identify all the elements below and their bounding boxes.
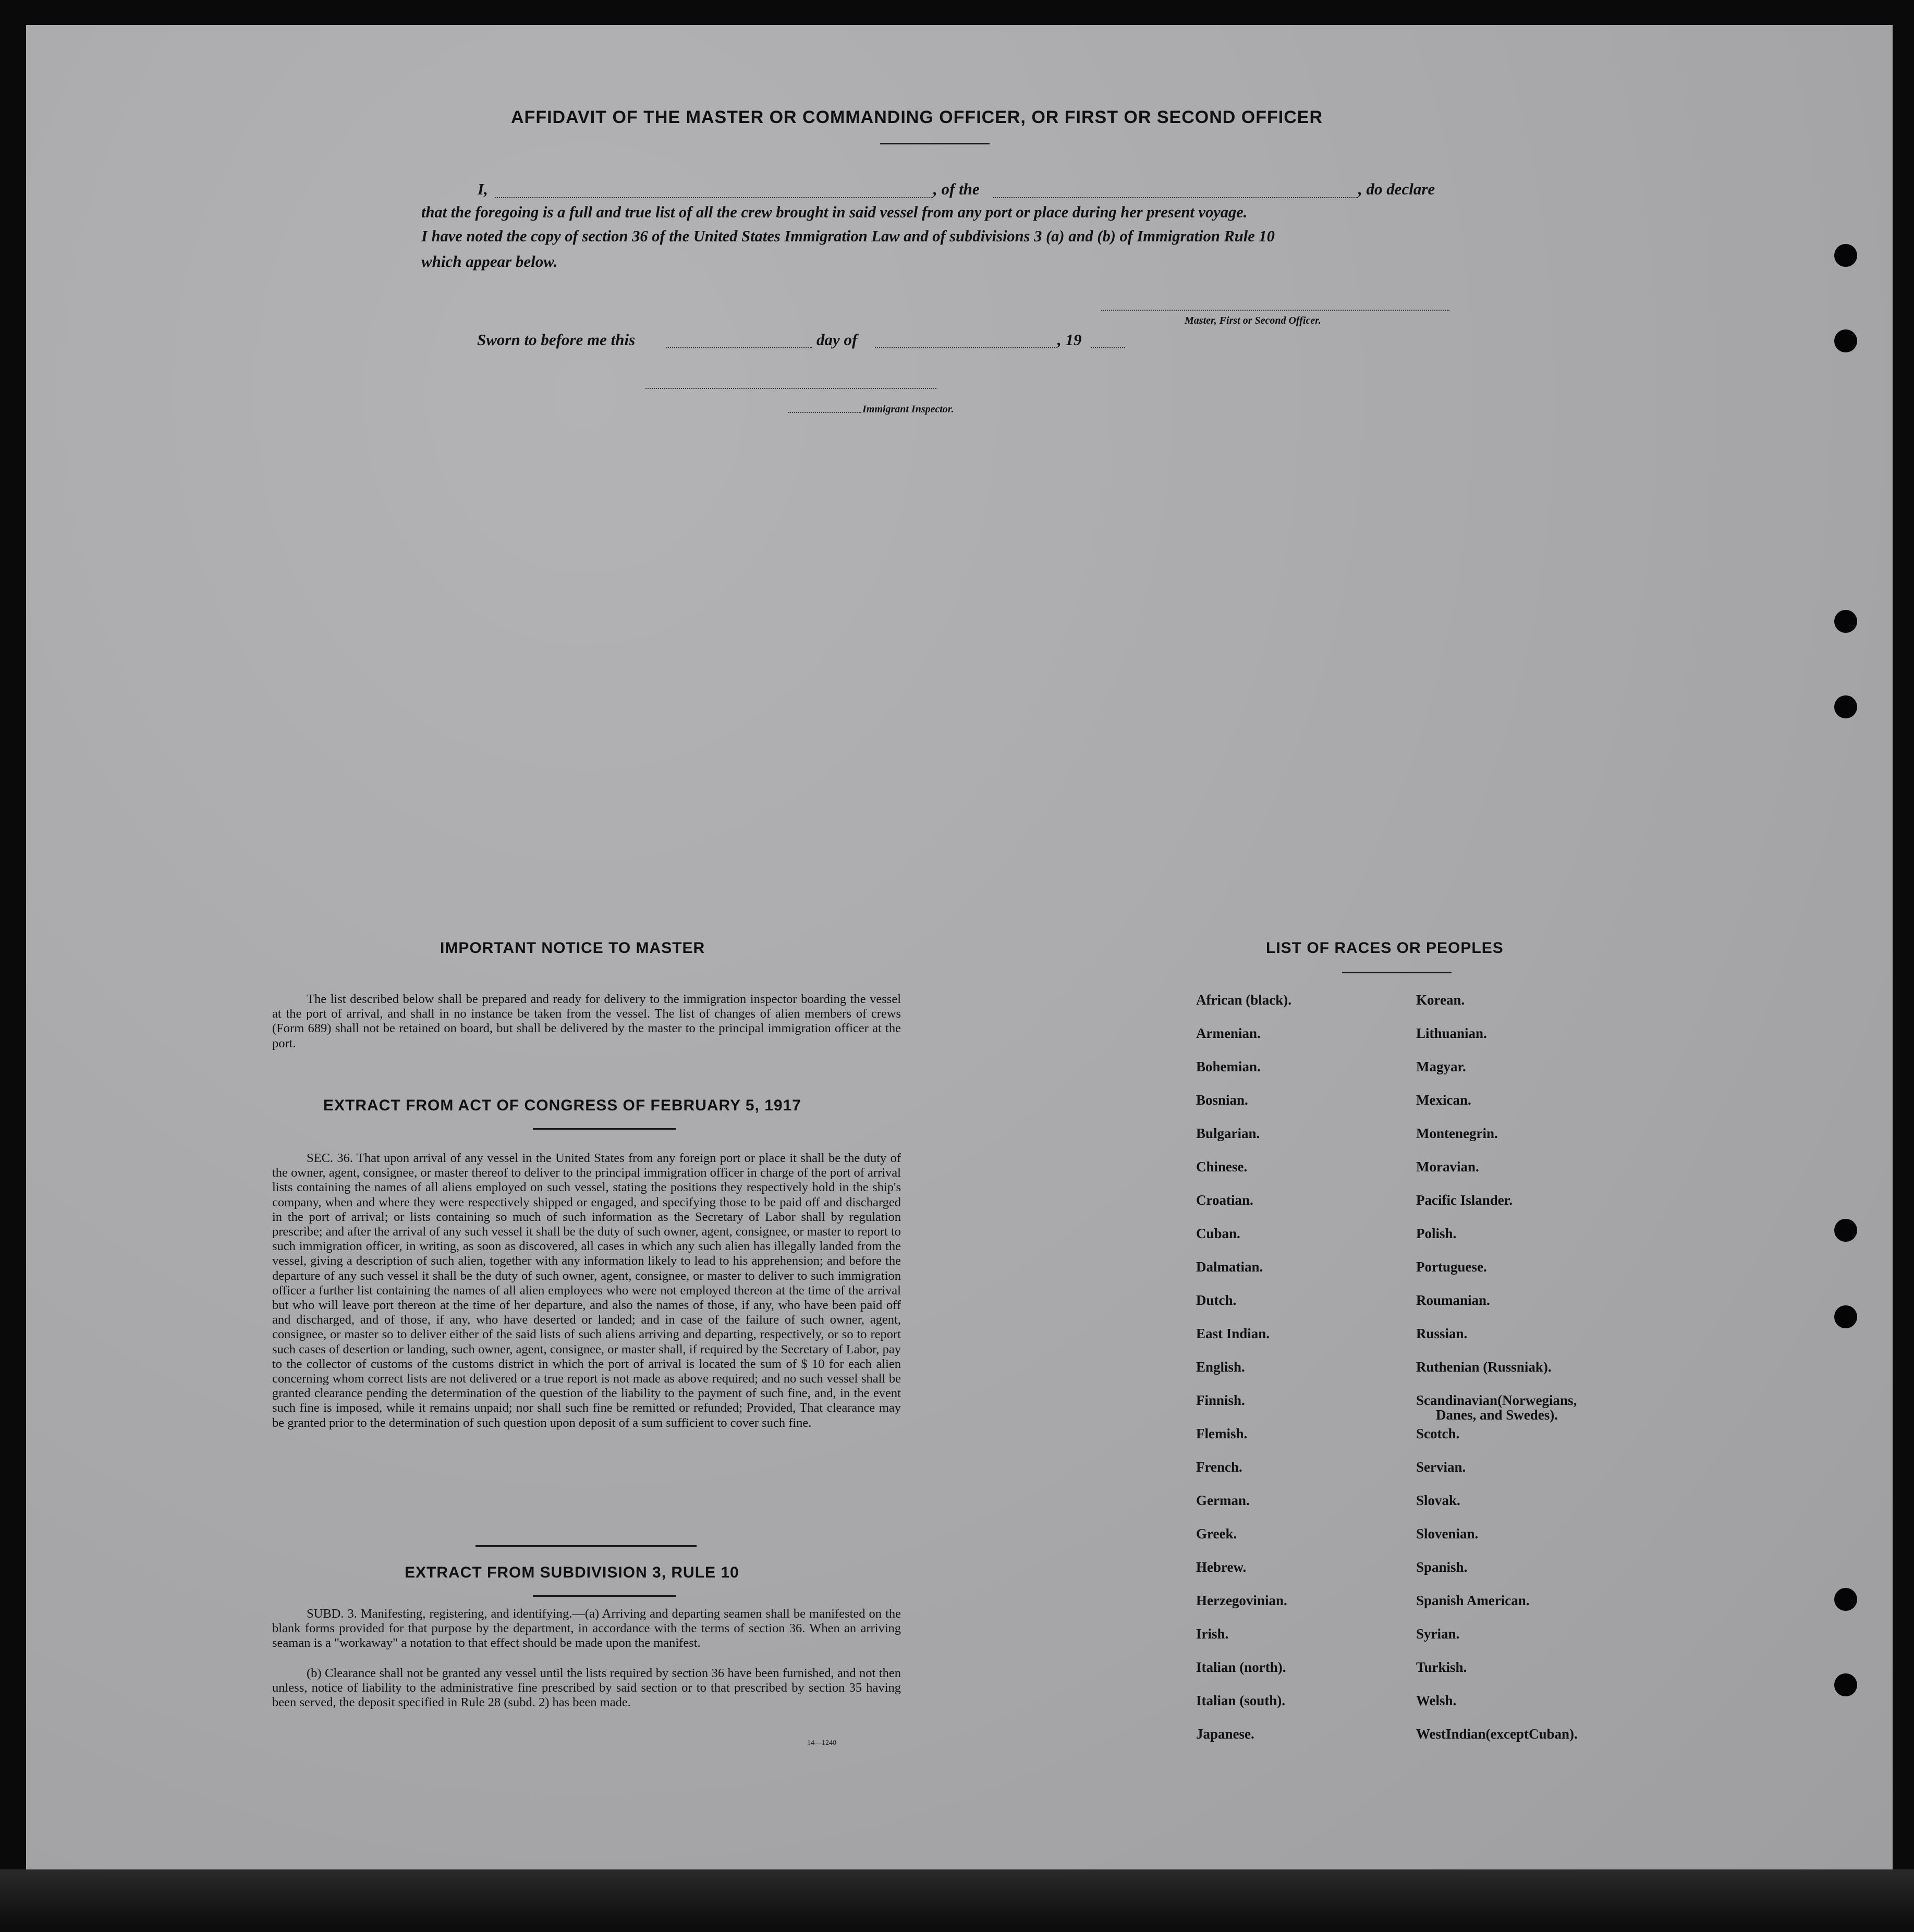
race-label: French. bbox=[1196, 1459, 1242, 1475]
declaration-line-3: I have noted the copy of section 36 of the United States Immigration Law and of subdivisions 3 (a) and (b) of Immigration Rule 10 bbox=[421, 227, 1275, 245]
race-label: Lithuanian. bbox=[1416, 1025, 1487, 1041]
year-prefix: , 19 bbox=[1057, 331, 1082, 349]
binder-hole bbox=[1834, 1305, 1857, 1328]
race-label: Turkish. bbox=[1416, 1659, 1467, 1675]
rule-title-underline bbox=[533, 1595, 676, 1597]
officer-name-field[interactable] bbox=[495, 197, 933, 198]
binder-hole bbox=[1834, 1673, 1857, 1696]
race-item bbox=[1416, 1627, 1578, 1660]
race-item bbox=[1416, 1426, 1578, 1460]
race-label: Hebrew. bbox=[1196, 1559, 1247, 1575]
race-label: Spanish. bbox=[1416, 1559, 1468, 1575]
race-label: Irish. bbox=[1196, 1626, 1229, 1642]
race-item bbox=[1416, 1126, 1578, 1159]
title-underline bbox=[880, 143, 990, 144]
sworn-month-field[interactable] bbox=[875, 347, 1057, 348]
race-label: Bulgarian. bbox=[1196, 1126, 1260, 1141]
race-item bbox=[1196, 1059, 1291, 1093]
race-item bbox=[1196, 1493, 1291, 1526]
race-label: Bosnian. bbox=[1196, 1092, 1248, 1108]
race-item bbox=[1416, 1026, 1578, 1059]
race-item bbox=[1416, 1560, 1578, 1593]
form-number: 14—1240 bbox=[807, 1739, 836, 1747]
subdivision-3a-text bbox=[272, 1607, 901, 1651]
notice-title: IMPORTANT NOTICE TO MASTER bbox=[440, 939, 705, 957]
race-item bbox=[1196, 1426, 1291, 1460]
race-label: Bohemian. bbox=[1196, 1059, 1261, 1074]
race-label: Polish. bbox=[1416, 1226, 1457, 1241]
race-label: Flemish. bbox=[1196, 1426, 1248, 1441]
day-of-label: day of bbox=[816, 331, 858, 349]
scan-bottom-edge bbox=[0, 1869, 1914, 1932]
binder-hole bbox=[1834, 1588, 1857, 1611]
document-sheet bbox=[26, 25, 1893, 1869]
race-label: Slovenian. bbox=[1416, 1526, 1479, 1542]
race-label: Herzegovinian. bbox=[1196, 1593, 1287, 1608]
race-item bbox=[1196, 1627, 1291, 1660]
race-label: Mexican. bbox=[1416, 1092, 1471, 1108]
race-item bbox=[1196, 1660, 1291, 1693]
race-label: Russian. bbox=[1416, 1326, 1468, 1341]
race-item bbox=[1416, 1460, 1578, 1493]
race-label: Spanish American. bbox=[1416, 1593, 1530, 1608]
declaration-of-the: , of the bbox=[933, 180, 980, 198]
section-36-text bbox=[272, 1151, 901, 1430]
races-column-2 bbox=[1416, 993, 1578, 1760]
declaration-line-2: that the foregoing is a full and true list of all the crew brought in said vessel from any port or place during her present voyage. bbox=[421, 203, 1248, 221]
binder-hole bbox=[1834, 244, 1857, 267]
race-item bbox=[1416, 1693, 1578, 1727]
affidavit-title: AFFIDAVIT OF THE MASTER OR COMMANDING OFFICER, OR FIRST OR SECOND OFFICER bbox=[511, 107, 1323, 127]
race-item bbox=[1416, 1493, 1578, 1526]
master-signature-caption: Master, First or Second Officer. bbox=[1185, 315, 1321, 326]
race-item bbox=[1416, 993, 1578, 1026]
race-label: Ruthenian (Russniak). bbox=[1416, 1359, 1552, 1375]
master-signature-line[interactable] bbox=[1101, 310, 1449, 311]
race-item bbox=[1416, 1360, 1578, 1393]
race-label: Chinese. bbox=[1196, 1159, 1248, 1175]
race-item bbox=[1416, 1526, 1578, 1560]
race-label: English. bbox=[1196, 1359, 1245, 1375]
binder-hole bbox=[1834, 329, 1857, 352]
race-item bbox=[1196, 1159, 1291, 1193]
race-item bbox=[1196, 1026, 1291, 1059]
race-label: East Indian. bbox=[1196, 1326, 1270, 1341]
race-label: Welsh. bbox=[1416, 1693, 1457, 1708]
binder-hole bbox=[1834, 610, 1857, 633]
races-title: LIST OF RACES OR PEOPLES bbox=[1266, 939, 1504, 957]
rule-extract-title: EXTRACT FROM SUBDIVISION 3, RULE 10 bbox=[405, 1564, 739, 1581]
race-item bbox=[1196, 1126, 1291, 1159]
notice-text bbox=[272, 992, 901, 1051]
race-label: Dutch. bbox=[1196, 1292, 1237, 1308]
race-item bbox=[1416, 1593, 1578, 1627]
race-item bbox=[1196, 1526, 1291, 1560]
race-label: Magyar. bbox=[1416, 1059, 1466, 1074]
race-item bbox=[1416, 1660, 1578, 1693]
race-label: African (black). bbox=[1196, 992, 1291, 1008]
race-label: Armenian. bbox=[1196, 1025, 1261, 1041]
race-item bbox=[1416, 1393, 1578, 1426]
race-label: Syrian. bbox=[1416, 1626, 1460, 1642]
race-label: Slovak. bbox=[1416, 1493, 1460, 1508]
race-item bbox=[1196, 1193, 1291, 1226]
races-title-underline bbox=[1342, 972, 1452, 973]
subdivision-3b-text bbox=[272, 1666, 901, 1710]
race-item bbox=[1416, 1159, 1578, 1193]
inspector-caption: Immigrant Inspector. bbox=[862, 403, 954, 415]
sworn-day-field[interactable] bbox=[666, 347, 812, 348]
race-item bbox=[1196, 1593, 1291, 1627]
race-item bbox=[1416, 1193, 1578, 1226]
race-item bbox=[1196, 993, 1291, 1026]
race-item bbox=[1196, 1360, 1291, 1393]
race-item bbox=[1196, 1326, 1291, 1360]
binder-hole bbox=[1834, 695, 1857, 718]
race-item bbox=[1196, 1226, 1291, 1260]
race-item bbox=[1196, 1727, 1291, 1760]
race-label: Scandinavian(Norwegians, bbox=[1416, 1392, 1577, 1408]
race-label: Portuguese. bbox=[1416, 1259, 1487, 1275]
vessel-name-field[interactable] bbox=[993, 197, 1358, 198]
sworn-label: Sworn to before me this bbox=[477, 331, 636, 349]
race-item bbox=[1196, 1260, 1291, 1293]
declaration-declare: , do declare bbox=[1358, 180, 1435, 198]
notice-text-body: The list described below shall be prepared and ready for delivery to the immigration inspector boarding the vessel at the port of arrival, and shall in no instance be taken from the vessel. The list of changes of alien members of crews (Form 689) shall not be retained on board, but shall be delivered by the master to the principal immigration officer at the port. bbox=[272, 992, 901, 1050]
subdivision-3a-body: SUBD. 3. Manifesting, registering, and identifying.—(a) Arriving and departing seamen shall be manifested on the blank forms provided for that purpose by the department, in accordance with the terms of section 36. When an arriving seaman is a "workaway" a notation to that effect should be made upon the manifest. bbox=[272, 1607, 901, 1650]
race-label: Greek. bbox=[1196, 1526, 1237, 1542]
race-label: Italian (north). bbox=[1196, 1659, 1286, 1675]
inspector-signature-line[interactable] bbox=[645, 388, 936, 389]
race-item bbox=[1416, 1727, 1578, 1760]
race-item bbox=[1196, 1693, 1291, 1727]
race-label: Japanese. bbox=[1196, 1726, 1254, 1742]
declaration-i: I, bbox=[478, 180, 488, 198]
race-label: Finnish. bbox=[1196, 1392, 1245, 1408]
section-36-body: SEC. 36. That upon arrival of any vessel in the United States from any foreign port or place it shall be the duty of the owner, agent, consignee, or master thereof to deliver to the principal immigration officer in charge of the port of arrival lists containing the names of all aliens employed on such vessel, stating the positions they respectively hold in the ship's company, when and where they were respectively shipped or engaged, and specifying those to be paid off and discharged in the port of arrival; or lists containing so much of such information as the Secretary of Labor shall by regulation prescribe; and after the arrival of any such vessel it shall be the duty of such owner, agent, consignee, or master to report to such immigration officer, in writing, as soon as discovered, all cases in which any such alien has illegally landed from the vessel, giving a description of such alien, together with any information likely to lead to his apprehension; and before the departure of any such vessel it shall be the duty of such owner, agent, consignee, or master to deliver to such immigration officer a further list containing the names of all alien employees who were not employed thereon at the time of the arrival but who will leave port thereon at the time of her departure, and also the names of those, if any, who have been paid off and discharged, and of those, if any, who have deserted or landed; and in case of the failure of such owner, agent, consignee, or master so to deliver either of the said lists of such aliens arriving and departing, respectively, or so to report such cases of desertion or landing, such owner, agent, consignee, or master shall, if required by the Secretary of Labor, pay to the collector of customs of the customs district in which the port of arrival is located the sum of $ 10 for each alien concerning whom correct lists are not delivered or a true report is not made as above required; and no such vessel shall be granted clearance pending the determination of the question of the liability to the payment of such fine, and, in the event such fine is imposed, while it remains unpaid; nor shall such fine be remitted or refunded; Provided, That clearance may be granted prior to the determination of such question upon deposit of a sum sufficient to cover such fine. bbox=[272, 1151, 901, 1430]
race-label: WestIndian(exceptCuban). bbox=[1416, 1726, 1578, 1742]
race-continuation-label: Danes, and Swedes). bbox=[1436, 1407, 1558, 1423]
race-label: Roumanian. bbox=[1416, 1292, 1490, 1308]
race-label: Scotch. bbox=[1416, 1426, 1460, 1441]
race-item bbox=[1196, 1560, 1291, 1593]
binder-hole bbox=[1834, 1219, 1857, 1242]
race-label: Dalmatian. bbox=[1196, 1259, 1263, 1275]
subdivision-3b-body: (b) Clearance shall not be granted any vessel until the lists required by section 36 have been furnished, and not then unless, notice of liability to the administrative fine prescribed by said section or to that prescribed by section 35 having been served, the deposit specified in Rule 28 (subd. 2) has been made. bbox=[272, 1666, 901, 1710]
race-item bbox=[1196, 1393, 1291, 1426]
race-label: Montenegrin. bbox=[1416, 1126, 1498, 1141]
act-title-underline bbox=[533, 1128, 676, 1130]
sworn-year-field[interactable] bbox=[1091, 347, 1125, 348]
race-label: Italian (south). bbox=[1196, 1693, 1286, 1708]
race-item bbox=[1416, 1260, 1578, 1293]
race-label: Croatian. bbox=[1196, 1192, 1253, 1208]
race-item bbox=[1196, 1293, 1291, 1326]
race-item bbox=[1196, 1093, 1291, 1126]
race-label: Cuban. bbox=[1196, 1226, 1240, 1241]
act-extract-title: EXTRACT FROM ACT OF CONGRESS OF FEBRUARY 5, 1917 bbox=[323, 1097, 801, 1114]
race-label: Moravian. bbox=[1416, 1159, 1479, 1175]
race-label: Servian. bbox=[1416, 1459, 1466, 1475]
race-item bbox=[1416, 1326, 1578, 1360]
inspector-caption-leader bbox=[788, 412, 861, 413]
race-item bbox=[1416, 1093, 1578, 1126]
act-end-rule bbox=[476, 1545, 697, 1547]
race-label: Pacific Islander. bbox=[1416, 1192, 1513, 1208]
race-label: German. bbox=[1196, 1493, 1250, 1508]
declaration-line-4: which appear below. bbox=[421, 252, 558, 271]
race-item bbox=[1416, 1226, 1578, 1260]
race-item bbox=[1196, 1460, 1291, 1493]
race-label: Korean. bbox=[1416, 992, 1465, 1008]
races-column-1 bbox=[1196, 993, 1291, 1760]
race-item bbox=[1416, 1059, 1578, 1093]
race-item bbox=[1416, 1293, 1578, 1326]
